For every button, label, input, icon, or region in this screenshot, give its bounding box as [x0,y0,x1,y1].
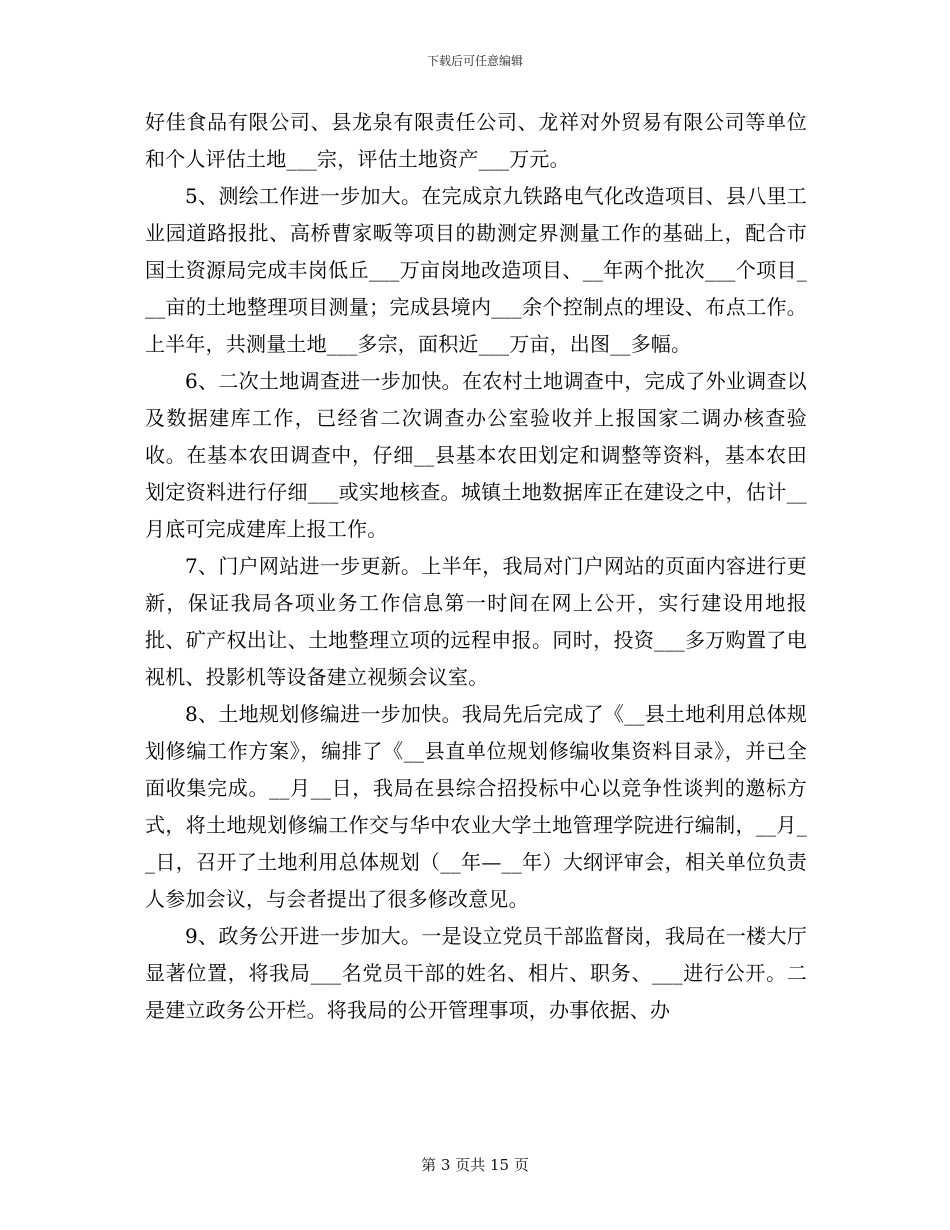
paragraph-surveying: 5、测绘工作进一步加大。在完成京九铁路电气化改造项目、县八里工业园道路报批、高桥曹家畈等项目的勘测定界测量工作的基础上，配合市国土资源局完成丰岗低丘___万亩岗地改造项目、__年两个批次___个项目___亩的土地整理项目测量；完成县境内___余个控制点的埋设、布点工作。上半年，共测量土地___多宗，面积近___万亩，出图__多幅。 [145,184,807,356]
paragraph-portal-website: 7、门户网站进一步更新。上半年，我局对门户网站的页面内容进行更新，保证我局各项业务工作信息第一时间在网上公开，实行建设用地报批、矿产权出让、土地整理立项的远程申报。同时，投资___多万购置了电视机、投影机等设备建立视频会议室。 [145,554,807,689]
paragraph-land-planning: 8、土地规划修编进一步加快。我局先后完成了《__县土地利用总体规划修编工作方案》，编排了《__县直单位规划修编收集资料目录》，并已全面收集完成。__月__日，我局在县综合招投标中心以竞争性谈判的邀标方式，将土地规划修编工作交与华中农业大学土地管理学院进行编制，__月__日，召开了土地利用总体规划（__年—__年）大纲评审会，相关单位负责人参加会议，与会者提出了很多修改意见。 [145,702,807,911]
page-footer: 第 3 页共 15 页 [421,1156,529,1174]
page-header: 下载后可任意编辑 [426,54,523,68]
paragraph-continuation: 好佳食品有限公司、县龙泉有限责任公司、龙祥对外贸易有限公司等单位和个人评估土地___宗，评估土地资产___万元。 [145,110,807,171]
document-body [145,104,807,1029]
paragraph-land-survey: 6、二次土地调查进一步加快。在农村土地调查中，完成了外业调查以及数据建库工作，已经省二次调查办公室验收并上报国家二调办核查验收。在基本农田调查中，仔细__县基本农田划定和调整等资料，基本农田划定资料进行仔细___或实地核查。城镇土地数据库正在建设之中，估计__月底可完成建库上报工作。 [145,369,807,541]
paragraph-government-affairs: 9、政务公开进一步加大。一是设立党员干部监督岗，我局在一楼大厅显著位置，将我局___名党员干部的姓名、相片、职务、___进行公开。二是建立政务公开栏。将我局的公开管理事项，办事依据、办 [145,924,807,1022]
